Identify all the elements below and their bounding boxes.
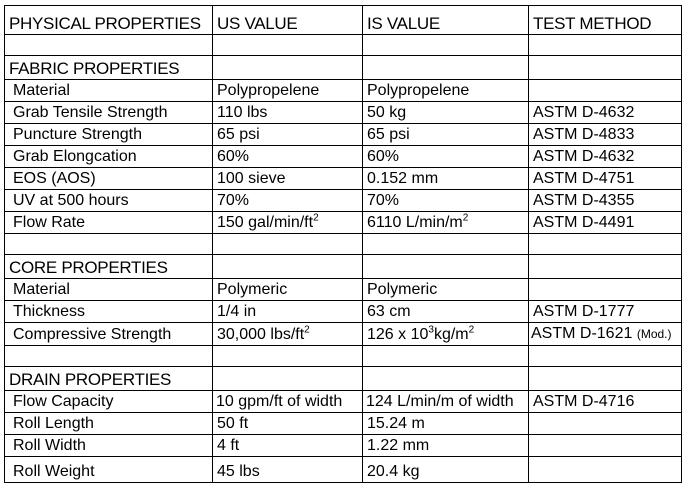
us-value: 65 psi	[213, 124, 363, 146]
us-value: 10 gpm/ft of width	[213, 391, 363, 413]
header-us-value: US VALUE	[213, 6, 363, 35]
table-row	[5, 102, 682, 124]
us-value: 110 lbs	[213, 102, 363, 124]
property-name: Compressive Strength	[5, 323, 213, 346]
us-value: 150 gal/$\min/ft^2$	[213, 212, 363, 234]
table-row	[5, 323, 682, 346]
test-method	[529, 435, 682, 457]
is-value: 126 x $10^3kg/m^2$	[363, 323, 529, 346]
test-method: ASTM D-1621 (Mod.)	[529, 323, 682, 346]
property-name: UV at 500 hours	[5, 190, 213, 212]
test-method: ASTM D-4355	[529, 190, 682, 212]
is-value: 70%	[363, 190, 529, 212]
test-method-note: (Mod.)	[636, 327, 672, 341]
is-value: 1.22 mm	[363, 435, 529, 457]
blank-row	[5, 346, 682, 367]
property-name: Material	[5, 80, 213, 102]
us-value: Polymeric	[213, 279, 363, 301]
table-row	[5, 413, 682, 435]
blank-row	[5, 234, 682, 255]
test-method: ASTM D-4751	[529, 168, 682, 190]
is-value: 6110 $L/\min/m^2$	[363, 212, 529, 234]
test-method: ASTM D-1777	[529, 301, 682, 323]
property-name: Roll Width	[5, 435, 213, 457]
section-row-fabric	[5, 56, 682, 80]
is-value: 0.152 mm	[363, 168, 529, 190]
test-method	[529, 413, 682, 435]
test-method: ASTM D-4716	[529, 391, 682, 413]
section-row-core	[5, 255, 682, 279]
is-value: 50 kg	[363, 102, 529, 124]
property-name: Roll Weight	[5, 457, 213, 483]
header-test-method: TEST METHOD	[529, 6, 682, 35]
us-value: 45 lbs	[213, 457, 363, 483]
property-name: Thickness	[5, 301, 213, 323]
property-name: Material	[5, 279, 213, 301]
property-name: Puncture Strength	[5, 124, 213, 146]
table-row	[5, 391, 682, 413]
table-row	[5, 279, 682, 301]
table-row	[5, 80, 682, 102]
test-method	[529, 80, 682, 102]
property-name: Roll Length	[5, 413, 213, 435]
is-value: 124 L/min/m of width	[363, 391, 529, 413]
test-method: ASTM D-4632	[529, 146, 682, 168]
section-title-drain: DRAIN PROPERTIES	[5, 367, 213, 391]
is-value: Polypropelene	[363, 80, 529, 102]
test-method: ASTM D-4632	[529, 102, 682, 124]
table-row	[5, 212, 682, 234]
test-method: ASTM D-4491	[529, 212, 682, 234]
is-value: 60%	[363, 146, 529, 168]
test-method: ASTM D-4833	[529, 124, 682, 146]
is-value: Polymeric	[363, 279, 529, 301]
us-value: 50 ft	[213, 413, 363, 435]
table-row	[5, 146, 682, 168]
header-physical-properties: PHYSICAL PROPERTIES	[5, 6, 213, 35]
is-value: 65 psi	[363, 124, 529, 146]
test-method	[529, 279, 682, 301]
us-value: 60%	[213, 146, 363, 168]
table-row	[5, 190, 682, 212]
property-name: Grab Tensile Strength	[5, 102, 213, 124]
table-row	[5, 435, 682, 457]
properties-table	[4, 5, 682, 483]
section-title-fabric: FABRIC PROPERTIES	[5, 56, 213, 80]
us-value: Polypropelene	[213, 80, 363, 102]
table-row	[5, 124, 682, 146]
is-value: 63 cm	[363, 301, 529, 323]
property-name: EOS (AOS)	[5, 168, 213, 190]
us-value: 30,000 lbs/$ft^2$	[213, 323, 363, 346]
section-row-drain	[5, 367, 682, 391]
header-row	[5, 6, 682, 35]
table-row	[5, 168, 682, 190]
header-is-value: IS VALUE	[363, 6, 529, 35]
property-name: Flow Rate	[5, 212, 213, 234]
is-value: 15.24 m	[363, 413, 529, 435]
test-method	[529, 457, 682, 483]
section-title-core: CORE PROPERTIES	[5, 255, 213, 279]
us-value: 4 ft	[213, 435, 363, 457]
us-value: 1/4 in	[213, 301, 363, 323]
table-row	[5, 301, 682, 323]
us-value: 70%	[213, 190, 363, 212]
property-name: Grab Elongcation	[5, 146, 213, 168]
blank-row	[5, 35, 682, 56]
table-row	[5, 457, 682, 483]
is-value: 20.4 kg	[363, 457, 529, 483]
us-value: 100 sieve	[213, 168, 363, 190]
property-name: Flow Capacity	[5, 391, 213, 413]
